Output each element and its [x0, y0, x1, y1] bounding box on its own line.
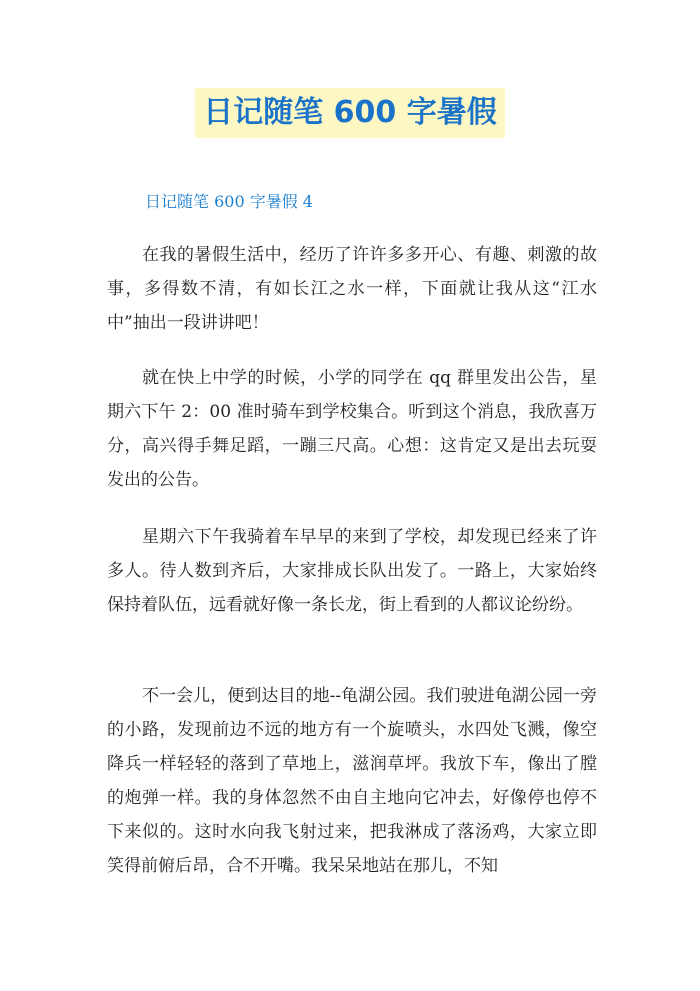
- paragraph-2: 就在快上中学的时候，小学的同学在 qq 群里发出公告，星期六下午 2：00 准时骑车到学校集合。听到这个消息，我欣喜万分，高兴得手舞足蹈，一蹦三尺高。心想：这肯定又是出去玩耍发出的公告。: [107, 368, 597, 490]
- paragraph-4: 不一会儿，便到达目的地--龟湖公园。我们驶进龟湖公园一旁的小路，发现前边不远的地方有一个旋喷头，水四处飞溅，像空降兵一样轻轻的落到了草地上，滋润草坪。我放下车，像出了膛的炮弹一样。我的身体忽然不由自主地向它冲去，好像停也停不下来似的。这时水向我飞射过来，把我淋成了落汤鸡，大家立即笑得前俯后昂，合不开嘴。我呆呆地站在那儿，不知: [107, 686, 597, 876]
- paragraph-1: 在我的暑假生活中，经历了许许多多开心、有趣、刺激的故事，多得数不清，有如长江之水一样，下面就让我从这“江水中”抽出一段讲讲吧！: [107, 245, 597, 333]
- document-title-container: [0, 88, 700, 138]
- paragraph-3: 星期六下午我骑着车早早的来到了学校，却发现已经来了许多人。待人数到齐后，大家排成长队出发了。一路上，大家始终保持着队伍，远看就好像一条长龙，街上看到的人都议论纷纷。: [107, 527, 597, 615]
- section-heading: 日记随笔 600 字暑假 4: [145, 192, 313, 211]
- document-title: 日记随笔 600 字暑假: [195, 88, 505, 138]
